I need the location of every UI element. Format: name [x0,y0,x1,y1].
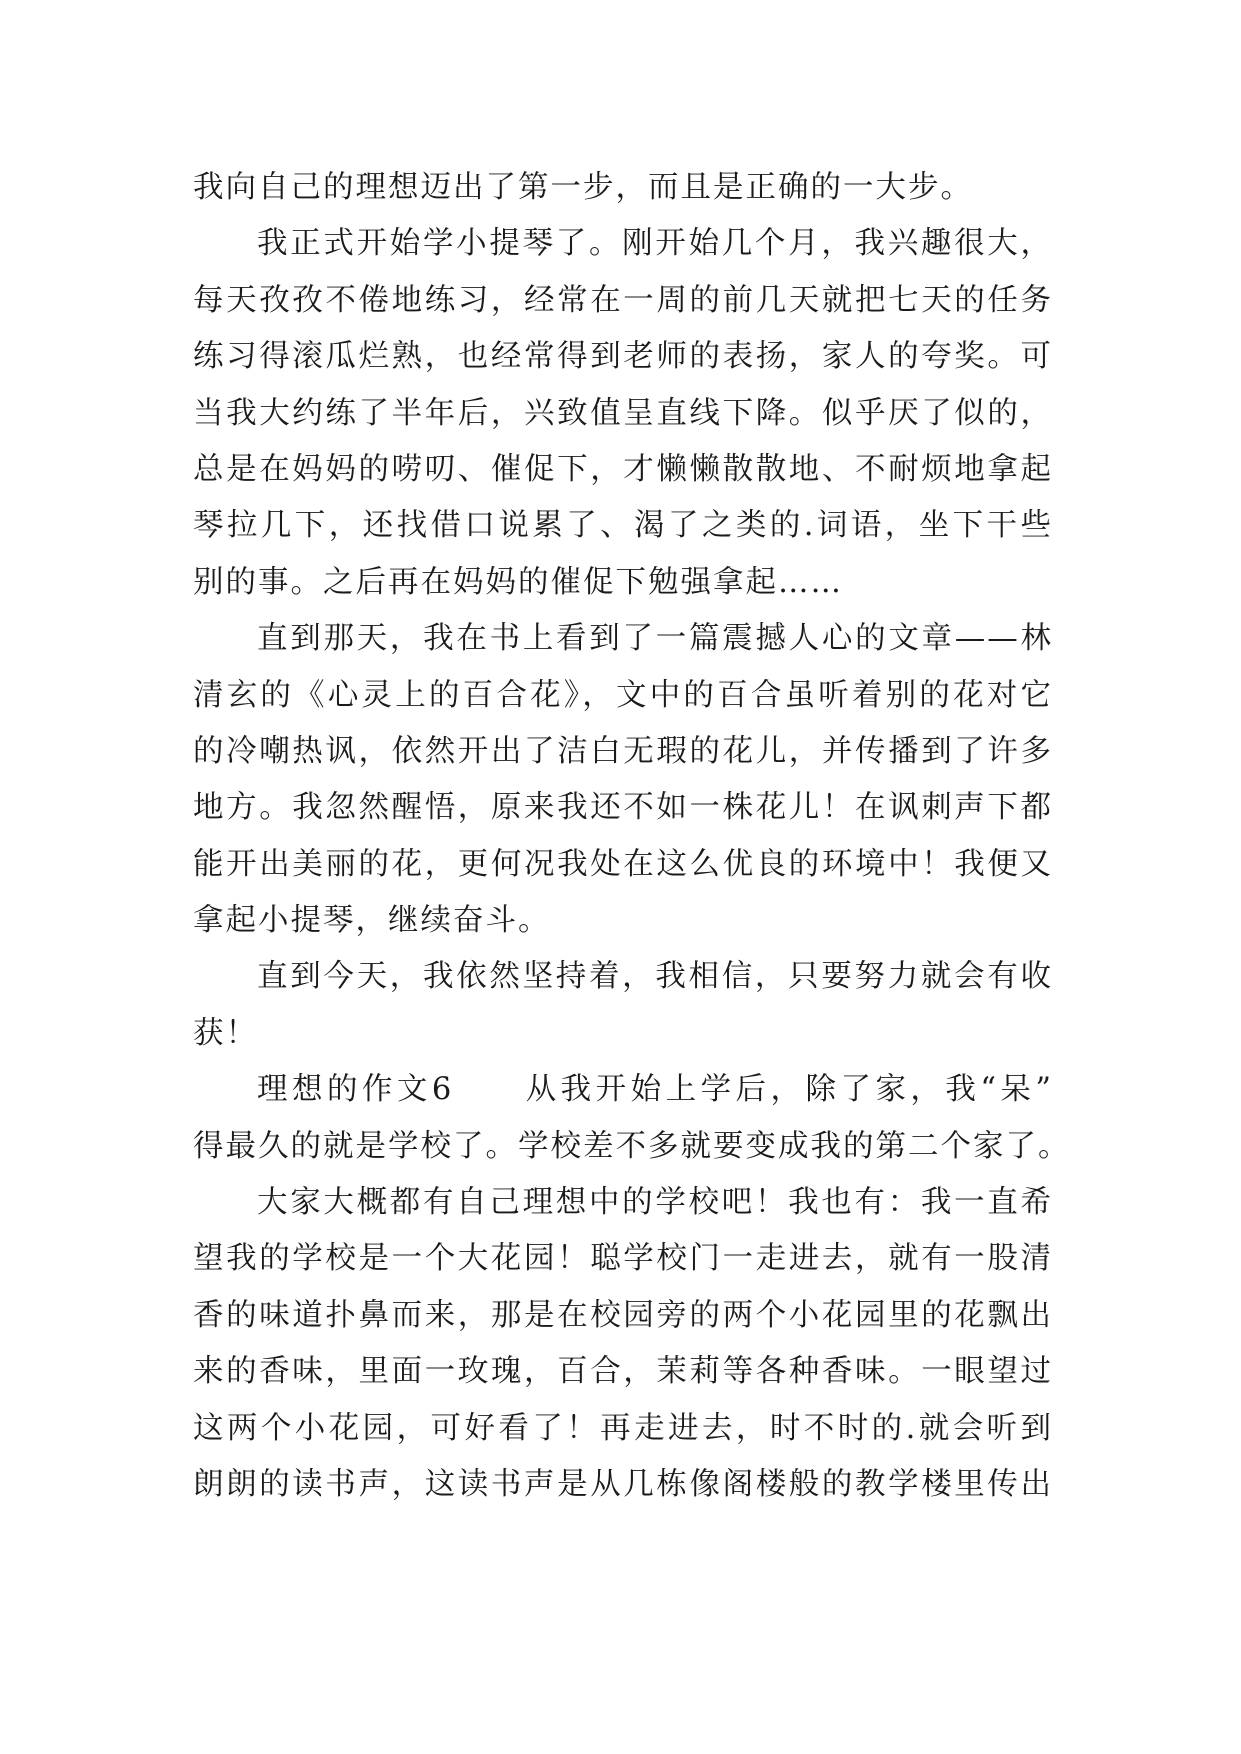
text-line: 总是在妈妈的唠叨、催促下，才懒懒散散地、不耐烦地拿起 [193,451,1053,487]
text-line: 的冷嘲热讽，依然开出了洁白无瑕的花儿，并传播到了许多 [193,733,1053,769]
paragraph-first-line: 我正式开始学小提琴了。刚开始几个月，我兴趣很大， [257,226,1053,262]
text-line: 琴拉几下，还找借口说累了、渴了之类的.词语，坐下干些 [193,508,1053,544]
text-line: 香的味道扑鼻而来，那是在校园旁的两个小花园里的花飘出 [193,1297,1053,1333]
text-line: 获！ [193,1015,258,1051]
paragraph-first-line: 大家大概都有自己理想中的学校吧！我也有：我一直希 [257,1185,1053,1221]
text-line: 来的香味，里面一玫瑰，百合，茉莉等各种香味。一眼望过 [193,1354,1053,1390]
text-line: 清玄的《心灵上的百合花》，文中的百合虽听着别的花对它 [193,677,1053,713]
text-line: 别的事。之后再在妈妈的催促下勉强拿起…… [193,564,843,600]
text-line: 当我大约练了半年后，兴致值呈直线下降。似乎厌了似的， [193,395,1053,431]
paragraph-first-line: 直到今天，我依然坚持着，我相信，只要努力就会有收 [257,959,1053,995]
text-line: 得最久的就是学校了。学校差不多就要变成我的第二个家了。 [193,1128,1071,1164]
text-line: 每天孜孜不倦地练习，经常在一周的前几天就把七天的任务 [193,282,1053,318]
text-line: 望我的学校是一个大花园！聪学校门一走进去，就有一股清 [193,1241,1053,1277]
paragraph-first-line: 直到那天，我在书上看到了一篇震撼人心的文章——林 [257,621,1053,657]
document-body [193,160,1071,1513]
text-line: 能开出美丽的花，更何况我处在这么优良的环境中！我便又 [193,846,1053,882]
text-line: 地方。我忽然醒悟，原来我还不如一株花儿！在讽刺声下都 [193,790,1053,826]
text-line: 朗朗的读书声，这读书声是从几栋像阁楼般的教学楼里传出 [193,1466,1053,1502]
section-title-line: 理想的作文6 从我开始上学后，除了家，我“呆” [257,1072,1053,1108]
text-line: 练习得滚瓜烂熟，也经常得到老师的表扬，家人的夸奖。可 [193,339,1053,375]
text-line: 这两个小花园，可好看了！再走进去，时不时的.就会听到 [193,1410,1053,1446]
text-line: 我向自己的理想迈出了第一步，而且是正确的一大步。 [193,170,973,205]
text-line: 拿起小提琴，继续奋斗。 [193,903,551,939]
